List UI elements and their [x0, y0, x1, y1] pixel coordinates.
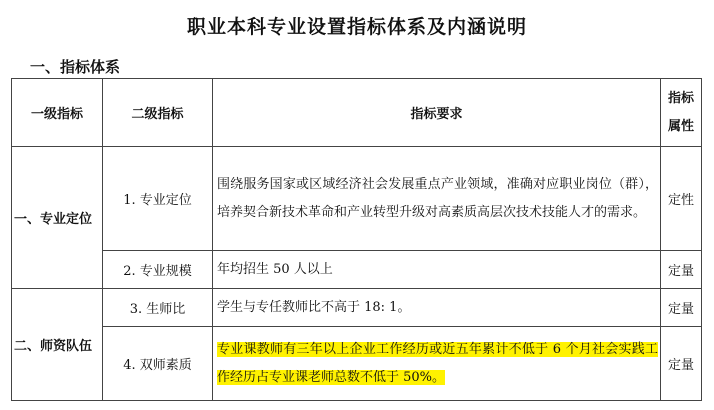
header-level1: 一级指标	[12, 79, 103, 147]
level1-cell: 二、师资队伍	[12, 289, 103, 401]
header-attribute-line1: 指标	[667, 90, 694, 106]
table-header-row	[12, 79, 702, 147]
requirement-cell: 学生与专任教师比不高于 18: 1。	[213, 289, 661, 327]
level2-cell: 1. 专业定位	[103, 147, 213, 251]
document-title: 职业本科专业设置指标体系及内涵说明	[186, 16, 527, 38]
header-level2: 二级指标	[103, 79, 213, 147]
requirement-cell	[213, 327, 661, 401]
table-row	[12, 327, 702, 401]
level2-cell: 4. 双师素质	[103, 327, 213, 401]
attribute-cell: 定量	[661, 289, 702, 327]
header-requirement: 指标要求	[213, 79, 661, 147]
table-row	[12, 147, 702, 251]
requirement-cell: 年均招生 50 人以上	[213, 251, 661, 289]
table-row	[12, 251, 702, 289]
table-row	[12, 289, 702, 327]
attribute-cell: 定性	[661, 147, 702, 251]
requirement-cell: 围绕服务国家或区域经济社会发展重点产业领域，准确对应职业岗位（群），培养契合新技术革命和产业转型升级对高素质高层次技术技能人才的需求。	[213, 147, 661, 251]
header-attribute	[661, 79, 702, 147]
section-heading: 一、指标体系	[30, 58, 121, 76]
level2-cell: 3. 生师比	[103, 289, 213, 327]
level2-cell: 2. 专业规模	[103, 251, 213, 289]
header-attribute-line2: 属性	[667, 118, 694, 134]
attribute-cell: 定量	[661, 327, 702, 401]
level1-cell: 一、专业定位	[12, 147, 103, 289]
indicator-table	[11, 78, 702, 401]
highlighted-requirement-text: 专业课教师有三年以上企业工作经历或近五年累计不低于 6 个月社会实践工作经历占专业课老师总数不低于 50%。	[217, 341, 658, 385]
attribute-cell: 定量	[661, 251, 702, 289]
